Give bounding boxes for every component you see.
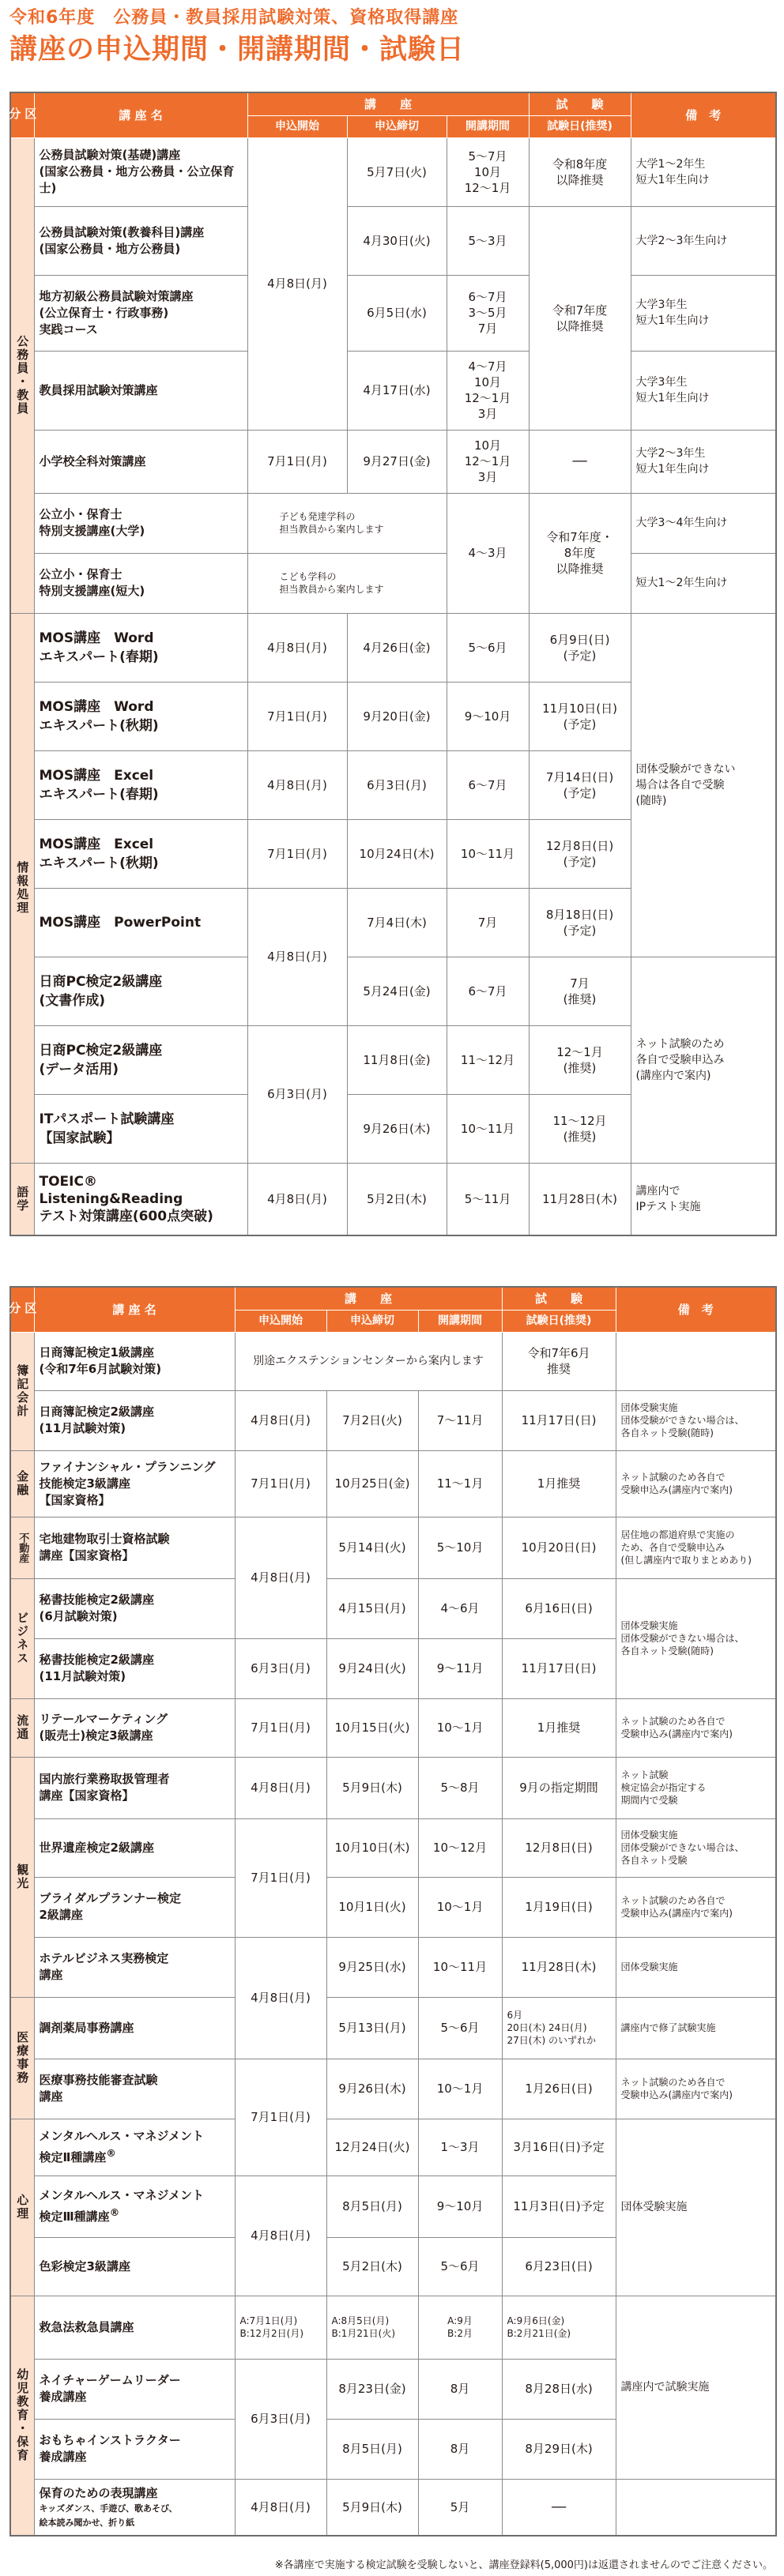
period: 7〜11月 (418, 1390, 502, 1450)
notes: 大学3〜4年生向け (631, 493, 776, 553)
apply-end: 10月15日(火) (326, 1698, 418, 1757)
apply-end: 7月2日(火) (326, 1390, 418, 1450)
page-subtitle: 令和6年度 公務員・教員採用試験対策、資格取得講座 (9, 8, 459, 28)
period: 1〜3月 (418, 2119, 502, 2175)
category-it: 情報処理 (10, 613, 34, 1163)
notes: ネット試験のため各自で 受験申込み(講座内で案内) (616, 2059, 776, 2119)
exam-date: A:9月6日(金) B:2月21日(金) (502, 2296, 616, 2359)
period: 6〜7月 3〜5月 7月 (447, 275, 529, 351)
table-row (10, 1578, 776, 1638)
category-civil-service: 公務員・教員 (10, 137, 34, 613)
notes: 団体受験実施 団体受験ができない場合は、 各自ネット受験 (616, 1818, 776, 1877)
apply-start: 7月1日(月) (247, 682, 347, 750)
table-row (10, 206, 776, 275)
course-name: MOS講座 PowerPoint (34, 888, 247, 957)
exam-date: 11月17日(日) (502, 1638, 616, 1698)
notes: 短大1〜2年生向け (631, 553, 776, 613)
exam-date: 8月18日(日) (予定) (529, 888, 631, 957)
course-name: 日商PC検定2級講座 (文書作成) (34, 957, 247, 1025)
apply-start: 4月8日(月) (247, 613, 347, 682)
exam-date: 1月19日(日) (502, 1877, 616, 1937)
apply-start: 4月8日(月) (247, 888, 347, 1025)
apply-start: 4月8日(月) (247, 137, 347, 430)
exam-date: 1月推奨 (502, 1698, 616, 1757)
course-name: 教員採用試験対策講座 (34, 351, 247, 430)
course-name: 日商簿記検定2級講座 (11月試験対策) (34, 1390, 235, 1450)
course-name (34, 2479, 235, 2536)
notes: ネット試験のため各自で 受験申込み(講座内で案内) (616, 1698, 776, 1757)
department-note: こども学科の 担当教員から案内します (247, 553, 447, 613)
exam-date: 8月29日(木) (502, 2419, 616, 2479)
apply-end: 4月26日(金) (347, 613, 447, 682)
apply-end: 4月17日(水) (347, 351, 447, 430)
apply-end: 5月24日(金) (347, 957, 447, 1025)
apply-end: 7月4日(木) (347, 888, 447, 957)
table-row (10, 137, 776, 206)
course-name: 小学校全科対策講座 (34, 430, 247, 493)
header-course-name: 講 座 名 (34, 92, 247, 137)
apply-end: 9月24日(火) (326, 1638, 418, 1698)
table-row (10, 1163, 776, 1235)
table-row (10, 553, 776, 613)
registered-mark: ® (106, 2147, 116, 2159)
notes: 大学3年生 短大1年生向け (631, 351, 776, 430)
table-row (10, 613, 776, 682)
table-row (10, 351, 776, 430)
header-apply-start: 申込開始 (235, 1310, 326, 1332)
course-name: ネイチャーゲームリーダー 養成講座 (34, 2359, 235, 2419)
period: 5〜10月 (418, 1517, 502, 1578)
course-name: ITパスポート試験講座 【国家試験】 (34, 1094, 247, 1163)
period: 9〜11月 (418, 1638, 502, 1698)
apply-end: 9月27日(金) (347, 430, 447, 493)
exam-date: 9月の指定期間 (502, 1757, 616, 1818)
apply-start: 7月1日(月) (235, 1450, 326, 1517)
category-medical-office: 医療事務 (10, 1997, 34, 2119)
page-title: 講座の申込期間・開講期間・試験日 (9, 34, 466, 66)
notes: 居住地の都道府県で実施の ため、各自で受験申込み (但し講座内で取りまとめあり) (616, 1517, 776, 1578)
period: 10〜11月 (418, 1937, 502, 1997)
table-row (10, 2119, 776, 2175)
exam-date: 6月 20日(木) 24日(月) 27日(木) のいずれか (502, 1997, 616, 2059)
exam-date: 11月28日(木) (502, 1937, 616, 1997)
notes (616, 2479, 776, 2536)
notes: ネット試験 検定協会が指定する 期間内で受験 (616, 1757, 776, 1818)
exam-date: 11〜12月 (推奨) (529, 1094, 631, 1163)
registered-mark: ® (109, 2206, 120, 2218)
apply-end: 10月1日(火) (326, 1877, 418, 1937)
notes: 講座内で修了試験実施 (616, 1997, 776, 2059)
notes: 大学1〜2年生 短大1年生向け (631, 137, 776, 206)
apply-end: 8月5日(月) (326, 2419, 418, 2479)
exam-date: 6月23日(日) (502, 2237, 616, 2296)
period: 5〜6月 (447, 613, 529, 682)
period: 10月 12〜1月 3月 (447, 430, 529, 493)
notes: 講座内で試験実施 (616, 2296, 776, 2479)
apply-end: 9月26日(木) (326, 2059, 418, 2119)
header-notes: 備 考 (631, 92, 776, 137)
period: 5月 (418, 2479, 502, 2536)
apply-end: 9月26日(木) (347, 1094, 447, 1163)
course-name: 調剤薬局事務講座 (34, 1997, 235, 2059)
table-row (10, 1818, 776, 1877)
apply-start: 4月8日(月) (235, 2175, 326, 2296)
notes: 団体受験実施 団体受験ができない場合は、 各自ネット受験(随時) (616, 1390, 776, 1450)
notes: 団体受験実施 (616, 2119, 776, 2296)
apply-start: 7月1日(月) (247, 819, 347, 888)
apply-end: 11月8日(金) (347, 1025, 447, 1094)
table-row (10, 2059, 776, 2119)
exam-date: 8月28日(水) (502, 2359, 616, 2419)
course-name (34, 1163, 247, 1235)
apply-start: 6月3日(月) (235, 2359, 326, 2479)
header-period: 開講期間 (418, 1310, 502, 1332)
apply-end: 4月30日(火) (347, 206, 447, 275)
course-name (34, 2119, 235, 2175)
period: 10〜11月 (447, 819, 529, 888)
course-name-text: メンタルヘルス・マネジメント 検定Ⅱ種講座 (39, 2129, 205, 2164)
table-row (10, 1997, 776, 2059)
exam-date: 12月8日(日) (502, 1818, 616, 1877)
period: 10〜1月 (418, 1877, 502, 1937)
period: 4〜7月 10月 12〜1月 3月 (447, 351, 529, 430)
schedule-table-1 (9, 92, 777, 1236)
apply-start: 4月8日(月) (235, 2479, 326, 2536)
toeic-label: TOEIC® (39, 1173, 97, 1190)
course-name: 世界遺産検定2級講座 (34, 1818, 235, 1877)
apply-end: 8月5日(月) (326, 2175, 418, 2237)
apply-end: 5月2日(木) (347, 1163, 447, 1235)
notes: ネット試験のため各自で 受験申込み(講座内で案内) (616, 1877, 776, 1937)
notes: 団体受験実施 団体受験ができない場合は、 各自ネット受験(随時) (616, 1578, 776, 1698)
course-name: 公立小・保育士 特別支援講座(大学) (34, 493, 247, 553)
course-name: 日商PC検定2級講座 (データ活用) (34, 1025, 247, 1094)
table-row (10, 275, 776, 351)
schedule-table-2 (9, 1286, 777, 2537)
course-name: 秘書技能検定2級講座 (11月試験対策) (34, 1638, 235, 1698)
course-name: 公立小・保育士 特別支援講座(短大) (34, 553, 247, 613)
header-category: 区 分 (10, 92, 34, 137)
exam-date: 6月9日(日) (予定) (529, 613, 631, 682)
period: 5〜6月 (418, 1997, 502, 2059)
notes: 大学3年生 短大1年生向け (631, 275, 776, 351)
exam-date: 11月10日(日) (予定) (529, 682, 631, 750)
apply-end: 4月15日(月) (326, 1578, 418, 1638)
header-notes: 備 考 (616, 1287, 776, 1332)
category-real-estate: 不動産 (10, 1517, 34, 1578)
exam-date: 1月26日(日) (502, 2059, 616, 2119)
category-tourism: 観光 (10, 1757, 34, 1997)
table-row (10, 1517, 776, 1578)
apply-start: 6月3日(月) (247, 1025, 347, 1163)
period: 11〜12月 (447, 1025, 529, 1094)
course-name: ファイナンシャル・プランニング 技能検定3級講座 【国家資格】 (34, 1450, 235, 1517)
category-bookkeeping: 簿記会計 (10, 1332, 34, 1450)
apply-end: 6月3日(月) (347, 750, 447, 819)
exam-date: 令和8年度 以降推奨 (529, 137, 631, 206)
course-name: ホテルビジネス実務検定 講座 (34, 1937, 235, 1997)
notes (616, 1332, 776, 1390)
apply-start: 6月3日(月) (235, 1638, 326, 1698)
notes: 大学2〜3年生向け (631, 206, 776, 275)
apply-start: 4月8日(月) (235, 1517, 326, 1638)
header-course-group: 講 座 (235, 1287, 502, 1310)
table-row (10, 1937, 776, 1997)
apply-end: 5月13日(月) (326, 1997, 418, 2059)
period: 9〜10月 (418, 2175, 502, 2237)
period: 10〜12月 (418, 1818, 502, 1877)
apply-end: 5月7日(火) (347, 137, 447, 206)
exam-date: 令和7年度・ 8年度 以降推奨 (529, 493, 631, 613)
apply-end: 6月5日(水) (347, 275, 447, 351)
exam-date: ── (502, 2479, 616, 2536)
apply-end: 5月2日(木) (326, 2237, 418, 2296)
period: 10〜11月 (447, 1094, 529, 1163)
course-name: ブライダルプランナー検定 2級講座 (34, 1877, 235, 1937)
apply-end: 10月10日(木) (326, 1818, 418, 1877)
notes: ネット試験のため 各自で受験申込み (講座内で案内) (631, 957, 776, 1163)
course-name-text: メンタルヘルス・マネジメント 検定Ⅲ種講座 (39, 2188, 205, 2224)
exam-date: 12月8日(日) (予定) (529, 819, 631, 888)
period: 8月 (418, 2419, 502, 2479)
apply-start: 7月1日(月) (235, 1818, 326, 1937)
exam-date: 3月16日(日)予定 (502, 2119, 616, 2175)
apply-end: 10月24日(木) (347, 819, 447, 888)
course-name: MOS講座 Excel エキスパート(秋期) (34, 819, 247, 888)
period: 7月 (447, 888, 529, 957)
apply-start: 7月1日(月) (235, 2059, 326, 2175)
category-retail: 流通 (10, 1698, 34, 1757)
table-row (10, 957, 776, 1025)
course-name: MOS講座 Excel エキスパート(春期) (34, 750, 247, 819)
period: 11〜1月 (418, 1450, 502, 1517)
course-name: 救急法救急員講座 (34, 2296, 235, 2359)
table-row (10, 2296, 776, 2359)
exam-date: 11月28日(木) (529, 1163, 631, 1235)
header-exam-date: 試験日(推奨) (502, 1310, 616, 1332)
apply-start: 7月1日(月) (235, 1698, 326, 1757)
exam-date: 令和7年度 以降推奨 (529, 206, 631, 430)
course-name: MOS講座 Word エキスパート(春期) (34, 613, 247, 682)
period: 10〜1月 (418, 1698, 502, 1757)
course-name: 色彩検定3級講座 (34, 2237, 235, 2296)
apply-start: 4月8日(月) (247, 750, 347, 819)
span-note: 別途エクステンションセンターから案内します (235, 1332, 502, 1390)
apply-start: 4月8日(月) (247, 1163, 347, 1235)
header-apply-end: 申込締切 (347, 115, 447, 137)
header-apply-start: 申込開始 (247, 115, 347, 137)
course-name: MOS講座 Word エキスパート(秋期) (34, 682, 247, 750)
table-row (10, 493, 776, 553)
course-name: 公務員試験対策(教養科目)講座 (国家公務員・地方公務員) (34, 206, 247, 275)
course-name: 医療事務技能審査試験 講座 (34, 2059, 235, 2119)
course-name-detail: Listening&Reading テスト対策講座(600点突破) (39, 1190, 213, 1224)
apply-start: 4月8日(月) (235, 1390, 326, 1450)
category-business: ビジネス (10, 1578, 34, 1698)
apply-end: 10月25日(金) (326, 1450, 418, 1517)
header-exam-group: 試 験 (502, 1287, 616, 1310)
notes: 団体受験ができない 場合は各自で受験 (随時) (631, 613, 776, 957)
header-exam-date: 試験日(推奨) (529, 115, 631, 137)
apply-start: 4月8日(月) (235, 1757, 326, 1818)
exam-date: 11月17日(日) (502, 1390, 616, 1450)
course-name: 宅地建物取引士資格試験 講座【国家資格】 (34, 1517, 235, 1578)
course-name: 日商簿記検定1級講座 (令和7年6月試験対策) (34, 1332, 235, 1390)
course-name (34, 2175, 235, 2237)
course-name-subtitle: キッズダンス、手遊び、歌あそび、 絵本読み聞かせ、折り紙 (39, 2503, 178, 2528)
exam-date: 12〜1月 (推奨) (529, 1025, 631, 1094)
notes: 講座内で IPテスト実施 (631, 1163, 776, 1235)
period: 10〜1月 (418, 2059, 502, 2119)
notes: 団体受験実施 (616, 1937, 776, 1997)
exam-date: 6月16日(日) (502, 1578, 616, 1638)
exam-date: 7月14日(日) (予定) (529, 750, 631, 819)
exam-date: 1月推奨 (502, 1450, 616, 1517)
category-finance: 金融 (10, 1450, 34, 1517)
department-note: 子ども発達学科の 担当教員から案内します (247, 493, 447, 553)
header-course-group: 講 座 (247, 92, 529, 115)
period: 8月 (418, 2359, 502, 2419)
header-apply-end: 申込締切 (326, 1310, 418, 1332)
course-name: 国内旅行業務取扱管理者 講座【国家資格】 (34, 1757, 235, 1818)
table-row (10, 1390, 776, 1450)
apply-end: 12月24日(火) (326, 2119, 418, 2175)
apply-end: 8月23日(金) (326, 2359, 418, 2419)
course-name: 公務員試験対策(基礎)講座 (国家公務員・地方公務員・公立保育士) (34, 137, 247, 206)
exam-date: 7月 (推奨) (529, 957, 631, 1025)
period: 5〜11月 (447, 1163, 529, 1235)
apply-start: 7月1日(月) (247, 430, 347, 493)
course-name-text: 保育のための表現講座 (39, 2485, 158, 2500)
category-language: 語学 (10, 1163, 34, 1235)
period: A:9月 B:2月 (418, 2296, 502, 2359)
apply-start: A:7月1日(月) B:12月2日(月) (235, 2296, 326, 2359)
notes: ネット試験のため各自で 受験申込み(講座内で案内) (616, 1450, 776, 1517)
period: 4〜3月 (447, 493, 529, 613)
apply-end: 5月9日(木) (326, 2479, 418, 2536)
header-category: 区 分 (10, 1287, 34, 1332)
period: 9〜10月 (447, 682, 529, 750)
table-row (10, 1877, 776, 1937)
course-name: 地方初級公務員試験対策講座 (公立保育士・行政事務) 実践コース (34, 275, 247, 351)
apply-end: A:8月5日(月) B:1月21日(火) (326, 2296, 418, 2359)
table-row (10, 430, 776, 493)
apply-start: 4月8日(月) (235, 1937, 326, 2059)
apply-end: 9月20日(金) (347, 682, 447, 750)
period: 5〜6月 (418, 2237, 502, 2296)
period: 4〜6月 (418, 1578, 502, 1638)
apply-end: 5月9日(木) (326, 1757, 418, 1818)
header-course-name: 講 座 名 (34, 1287, 235, 1332)
apply-end: 5月14日(火) (326, 1517, 418, 1578)
header-exam-group: 試 験 (529, 92, 631, 115)
period: 5〜7月 10月 12〜1月 (447, 137, 529, 206)
period: 6〜7月 (447, 957, 529, 1025)
table-row (10, 2479, 776, 2536)
period: 5〜3月 (447, 206, 529, 275)
exam-date: 令和7年6月 推奨 (502, 1332, 616, 1390)
period: 6〜7月 (447, 750, 529, 819)
exam-date: 10月20日(日) (502, 1517, 616, 1578)
notes: 大学2〜3年生 短大1年生向け (631, 430, 776, 493)
course-name: リテールマーケティング (販売士)検定3級講座 (34, 1698, 235, 1757)
exam-date: 11月3日(日)予定 (502, 2175, 616, 2237)
table-row (10, 1757, 776, 1818)
page-header (9, 6, 775, 68)
exam-date: ── (529, 430, 631, 493)
table-row (10, 1332, 776, 1390)
course-name: おもちゃインストラクター 養成講座 (34, 2419, 235, 2479)
category-psychology: 心理 (10, 2119, 34, 2296)
period: 5〜8月 (418, 1757, 502, 1818)
table-row (10, 1450, 776, 1517)
header-period: 開講期間 (447, 115, 529, 137)
footnote: ※各講座で実施する検定試験を受験しないと、講座登録料(5,000円)は返還されませんのでご注意ください。 (274, 2559, 773, 2571)
category-early-childhood: 幼児教育・保育 (10, 2296, 34, 2536)
table-row (10, 1698, 776, 1757)
course-name: 秘書技能検定2級講座 (6月試験対策) (34, 1578, 235, 1638)
apply-end: 9月25日(水) (326, 1937, 418, 1997)
